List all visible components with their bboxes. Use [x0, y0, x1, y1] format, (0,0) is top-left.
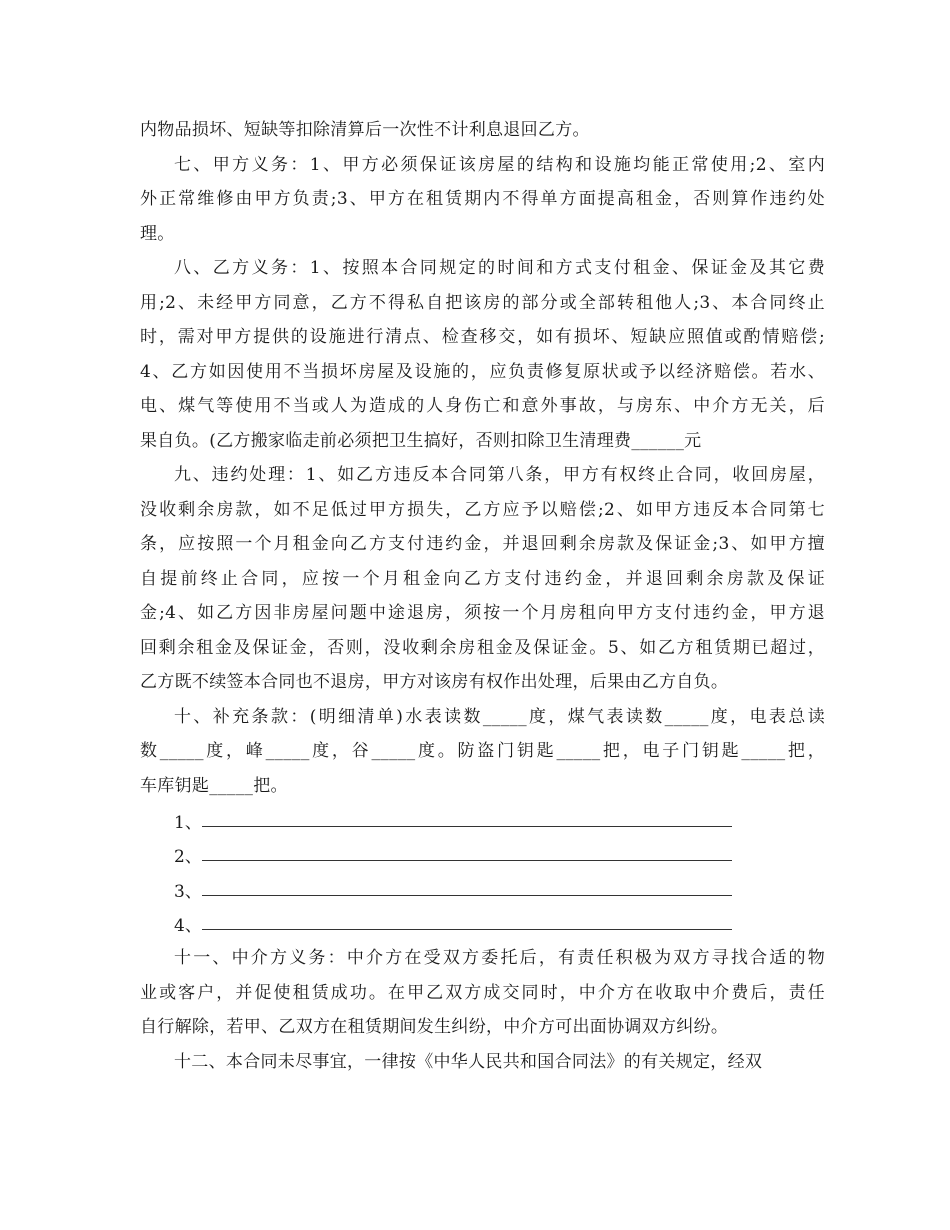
document-page: [140, 113, 825, 1079]
paragraph: [140, 251, 825, 458]
paragraph-line: 电、煤气等使用不当或人为造成的人身伤亡和意外事故，与房东、中介方无关，后: [140, 396, 825, 416]
paragraph-line: 果自负。(乙方搬家临走前必须把卫生搞好，否则扣除卫生清理费______元: [140, 430, 702, 451]
blank-underline: [202, 860, 732, 861]
paragraph-line: 条，应按照一个月租金向乙方支付违约金，并退回剩余房款及保证金;3、如甲方擅: [140, 534, 825, 554]
paragraph-line: 十、补充条款：(明细清单)水表读数_____度，煤气表读数_____度，电表总读: [174, 706, 825, 727]
blank-fill-line: [140, 803, 825, 838]
paragraph: [140, 458, 825, 700]
blank-fill-line: [140, 907, 825, 942]
paragraph-line: 数_____度，峰_____度，谷_____度。防盗门钥匙_____把，电子门钥匙_____把，: [140, 741, 825, 761]
paragraph-line: 回剩余租金及保证金，否则，没收剩余房租金及保证金。5、如乙方租赁期已超过，: [140, 637, 825, 658]
paragraph-line: 内物品损坏、短缺等扣除清算后一次性不计利息退回乙方。: [140, 120, 590, 140]
paragraph-line: 外正常维修由甲方负责;3、甲方在租赁期内不得单方面提高租金，否则算作违约处: [140, 189, 825, 209]
paragraph: [140, 700, 825, 804]
contract-body-upper: [140, 113, 825, 803]
paragraph-line: 自提前终止合同，应按一个月租金向乙方支付违约金，并退回剩余房款及保证: [140, 568, 825, 589]
blank-underline: [202, 826, 732, 827]
supplementary-blank-lines: [140, 803, 825, 941]
paragraph-line: 车库钥匙_____把。: [140, 775, 288, 796]
blank-line-number: 4、: [174, 916, 202, 937]
paragraph-line: 十二、本合同未尽事宜，一律按《中华人民共和国合同法》的有关规定，经双: [174, 1051, 763, 1072]
blank-fill-line: [140, 838, 825, 873]
paragraph-line: 七、甲方义务：1、甲方必须保证该房屋的结构和设施均能正常使用;2、室内: [174, 154, 825, 175]
blank-line-number: 2、: [174, 847, 202, 868]
blank-line-number: 1、: [174, 812, 202, 833]
blank-underline: [202, 929, 732, 930]
paragraph-line: 八、乙方义务：1、按照本合同规定的时间和方式支付租金、保证金及其它费: [174, 258, 825, 278]
blank-underline: [202, 895, 732, 896]
paragraph-line: 十一、中介方义务：中介方在受双方委托后，有责任积极为双方寻找合适的物: [174, 948, 825, 968]
paragraph-line: 时，需对甲方提供的设施进行清点、检查移交，如有损坏、短缺应照值或酌情赔偿;: [140, 327, 825, 347]
paragraph-line: 理。: [140, 223, 175, 244]
paragraph: [140, 1045, 825, 1080]
paragraph-line: 乙方既不续签本合同也不退房，甲方对该房有权作出处理，后果由乙方自负。: [140, 672, 729, 692]
blank-line-number: 3、: [174, 881, 202, 902]
paragraph: [140, 113, 825, 148]
paragraph: [140, 148, 825, 252]
paragraph-line: 没收剩余房款，如不足低过甲方损失，乙方应予以赔偿;2、如甲方违反本合同第七: [140, 499, 825, 520]
paragraph-line: 业或客户，并促使租赁成功。在甲乙双方成交同时，中介方在收取中介费后，责任: [140, 982, 825, 1003]
paragraph: [140, 941, 825, 1045]
paragraph-line: 九、违约处理：1、如乙方违反本合同第八条，甲方有权终止合同，收回房屋，: [174, 465, 825, 485]
paragraph-line: 4、乙方如因使用不当损坏房屋及设施的，应负责修复原状或予以经济赔偿。若水、: [140, 361, 825, 382]
paragraph-line: 自行解除，若甲、乙双方在租赁期间发生纠纷，中介方可出面协调双方纠纷。: [140, 1017, 729, 1037]
paragraph-line: 金;4、如乙方因非房屋问题中途退房，须按一个月房租向甲方支付违约金，甲方退: [140, 603, 825, 623]
paragraph-line: 用;2、未经甲方同意，乙方不得私自把该房的部分或全部转租他人;3、本合同终止: [140, 292, 825, 313]
contract-body-lower: [140, 941, 825, 1079]
blank-fill-line: [140, 872, 825, 907]
